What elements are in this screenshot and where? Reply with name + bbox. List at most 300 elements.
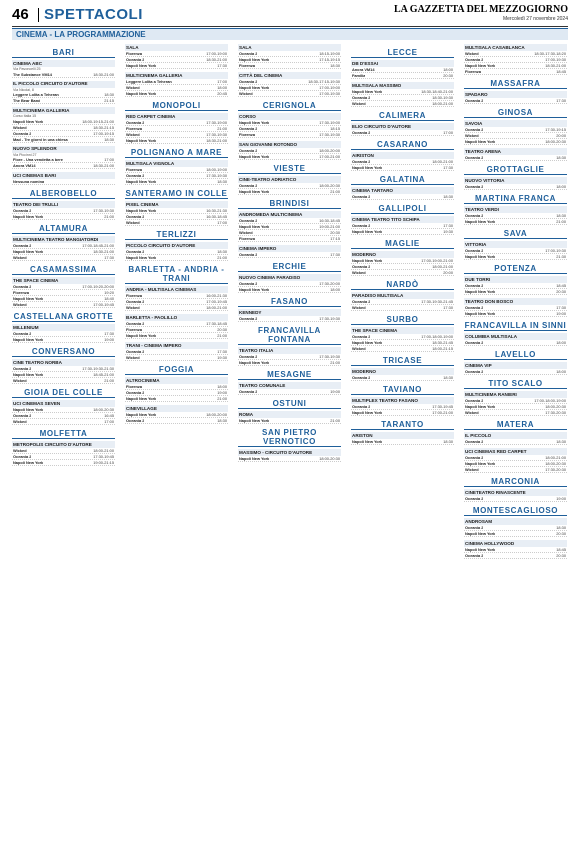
film-title: Napoli New York — [239, 418, 270, 423]
cinema-listing — [238, 113, 341, 138]
film-showtimes: 17:30 — [330, 252, 340, 257]
film-title: Napoli New York — [352, 165, 383, 170]
cinema-name: CINEMA IMPERO — [238, 245, 341, 252]
film-row — [12, 419, 115, 425]
cinema-name: RED CARPET CINEMA — [125, 113, 228, 120]
film-title: Napoli New York — [126, 138, 157, 143]
film-showtimes: 17:30-19:30 — [319, 354, 340, 359]
cinema-name: TEATRO ARENA — [464, 148, 567, 155]
film-title: Napoli New York — [13, 372, 44, 378]
film-showtimes: 17:30-19:15 — [545, 127, 566, 132]
film-showtimes: 16:30-18:45 — [319, 218, 340, 223]
film-title: Wicked — [13, 419, 27, 425]
film-showtimes: 17:15-19:15 — [319, 57, 340, 62]
cinema-name: PICCOLO CIRCUITO D'AUTORE — [125, 242, 228, 249]
film-title: Oceania 2 — [465, 340, 484, 345]
film-showtimes: 20:30 — [556, 553, 566, 558]
film-row — [464, 311, 567, 317]
cinema-listing — [351, 251, 454, 276]
film-row — [464, 369, 567, 375]
film-title: Oceania 2 — [465, 248, 484, 253]
film-showtimes: 17:00 — [104, 157, 114, 163]
film-row — [125, 179, 228, 185]
cinema-listing — [125, 314, 228, 339]
film-row — [351, 346, 454, 352]
film-showtimes: 18:00-21:00 — [432, 264, 453, 269]
film-row — [238, 63, 341, 69]
cinema-listing — [12, 60, 115, 78]
film-title: Oceania 2 — [239, 316, 258, 321]
cinema-listing — [125, 113, 228, 144]
film-title: Oceania 2 — [465, 57, 484, 62]
film-showtimes: 18:00 — [556, 369, 566, 374]
film-row — [12, 460, 115, 466]
film-showtimes: 18:00 — [217, 384, 227, 389]
film-showtimes: 17:30-19:45 — [432, 404, 453, 409]
film-showtimes: 17:30-20:30 — [545, 410, 566, 415]
film-row — [238, 236, 341, 242]
film-row — [464, 219, 567, 225]
film-title: Oceania 2 — [465, 553, 484, 558]
film-title: Wicked — [126, 220, 140, 225]
cinema-listing — [238, 274, 341, 293]
header-divider — [38, 8, 39, 22]
film-title: Fiorenza — [239, 63, 255, 68]
film-showtimes: 17:30 — [443, 223, 453, 228]
film-showtimes: 19:00 — [330, 389, 340, 394]
film-title: Wicked — [239, 91, 253, 96]
film-showtimes: 18:30 — [556, 525, 566, 530]
film-title: Napoli New York — [126, 396, 157, 401]
film-showtimes: 20:00 — [556, 133, 566, 138]
city-heading: POLIGNANO A MARE — [125, 148, 228, 158]
cinema-listing — [125, 405, 228, 424]
film-title: Napoli New York — [13, 214, 44, 220]
film-title: Oceania 2 — [239, 218, 258, 223]
film-row — [464, 254, 567, 260]
film-showtimes: 17:30 — [556, 305, 566, 310]
cinema-name: BARLETTA - PAOLILLO — [125, 314, 228, 321]
film-showtimes: 17:30 — [556, 98, 566, 103]
cinema-name: KENNEDY — [238, 309, 341, 316]
city-heading: MONOPOLI — [125, 101, 228, 111]
film-row — [464, 553, 567, 559]
film-showtimes: 17:00-19:15 — [93, 130, 114, 136]
listing-column — [238, 44, 341, 834]
film-showtimes: 20:00 — [443, 270, 453, 275]
film-showtimes: 17:00-18:00-19:00 — [421, 334, 453, 339]
film-row — [464, 496, 567, 502]
cinema-name: SPADARO — [464, 91, 567, 98]
film-row — [464, 340, 567, 346]
film-row — [464, 439, 567, 445]
film-row — [238, 189, 341, 195]
cinema-listing — [464, 333, 567, 346]
film-title: Wicked — [352, 346, 366, 351]
city-heading: TITO SCALO — [464, 379, 567, 389]
film-showtimes: 21:00 — [217, 126, 227, 131]
cinema-listing — [12, 359, 115, 384]
film-row — [464, 98, 567, 104]
film-showtimes: 18:15-19:00 — [319, 51, 340, 56]
film-title: Oceania 2 — [126, 349, 145, 354]
cinema-name: UCI CINEMAS RED CARPET — [464, 448, 567, 455]
film-title: Napoli New York — [465, 404, 496, 409]
cinema-name: TEATRO ITALIA — [238, 347, 341, 354]
city-heading: SAVA — [464, 229, 567, 239]
cinema-name: MASSIMO - CIRCUITO D'AUTORE — [238, 449, 341, 456]
film-title: Oceania 2 — [352, 194, 371, 199]
film-title: Oceania 2 — [239, 252, 258, 257]
film-showtimes: 17:30 — [217, 63, 227, 68]
city-heading: MONTESCAGLIOSO — [464, 506, 567, 516]
cinema-listing — [238, 211, 341, 242]
film-title: Oceania 2 — [13, 284, 32, 290]
film-showtimes: 17:30 — [443, 165, 453, 170]
cinema-name: ANDRIA - MULTISALA CINEMAS — [125, 286, 228, 293]
film-showtimes: 17:30-19:00 — [206, 120, 227, 125]
cinema-listing — [464, 206, 567, 225]
film-title: Napoli New York — [352, 439, 383, 444]
cinema-name: CINEMA TEATRO TITO SCHIPA — [351, 216, 454, 223]
film-showtimes: 18:15 — [330, 126, 340, 131]
film-showtimes: 18:00-20:30 — [545, 461, 566, 466]
film-showtimes: 18:30-21:00 — [93, 249, 114, 255]
page-number: 46 — [12, 6, 29, 23]
film-showtimes: 17:00 — [217, 79, 227, 84]
cinema-name: MULTICINEMA GALLERIA — [125, 72, 228, 79]
cinema-name: CINEVILLAGE — [125, 405, 228, 412]
cinema-name: PIXEL CINEMA — [125, 201, 228, 208]
cinema-listing — [125, 342, 228, 361]
film-row — [464, 139, 567, 145]
film-row — [125, 63, 228, 69]
cinema-name: PARADISO MULTISALA — [351, 292, 454, 299]
film-showtimes: 18:00 — [443, 67, 453, 72]
film-title: Napoli New York — [465, 461, 496, 466]
film-showtimes: 18:30 — [217, 179, 227, 184]
film-title: The Substance VM14 — [13, 71, 52, 77]
film-title: Napoli New York — [13, 118, 44, 124]
film-title: Oceania 2 — [239, 126, 258, 131]
cinema-listing — [464, 391, 567, 416]
film-title: Oceania 2 — [13, 454, 32, 460]
film-showtimes: 18:30-21:00 — [206, 138, 227, 143]
film-row — [464, 531, 567, 537]
film-title: Napoli New York — [465, 531, 496, 536]
film-title: Oceania 2 — [352, 223, 371, 228]
film-title: Wicked — [465, 410, 479, 415]
city-heading: CONVERSANO — [12, 347, 115, 357]
cinema-name: ANDROMEDA MULTICINEMA — [238, 211, 341, 218]
film-showtimes: 21:00 — [217, 396, 227, 401]
film-title: Napoli New York — [352, 410, 383, 415]
film-showtimes: 21:00 — [330, 189, 340, 194]
film-showtimes: 17:30-19:30 — [206, 132, 227, 137]
film-title: Oceania 2 — [126, 418, 145, 423]
film-showtimes: 17:30 — [104, 331, 114, 337]
film-showtimes: 19:00-21:00 — [319, 224, 340, 229]
film-row — [464, 184, 567, 190]
film-title: Anora VM14 — [13, 163, 36, 169]
film-title: Napoli New York — [239, 85, 270, 90]
film-showtimes: 17:00-19:45 — [206, 299, 227, 304]
film-title: Mad - Tre giorni in una chiesa — [13, 136, 68, 142]
cinema-listing — [12, 236, 115, 261]
film-title: Oceania 2 — [352, 159, 371, 164]
film-showtimes: 18:00-20:30 — [319, 183, 340, 188]
film-row — [12, 179, 115, 185]
film-title: Napoli New York — [465, 63, 496, 68]
film-row — [351, 165, 454, 171]
cinema-name: TEATRO COMUNALE — [238, 382, 341, 389]
film-row — [125, 396, 228, 402]
film-showtimes: 18:00-19:00 — [206, 167, 227, 172]
film-showtimes: 18:30-17:30-18:20 — [534, 51, 566, 56]
film-title: Napoli New York — [126, 208, 157, 213]
listings-columns — [12, 44, 568, 834]
film-row — [351, 130, 454, 136]
cinema-listing — [238, 176, 341, 195]
film-title: Leggere Lolita a Teheran — [13, 92, 59, 98]
film-showtimes: 18:30-21:15 — [93, 124, 114, 130]
film-title: Oceania 2 — [239, 183, 258, 188]
film-row — [12, 255, 115, 261]
city-heading: GALLIPOLI — [351, 204, 454, 214]
film-title: Fiore - Una vendetta a bere — [13, 157, 63, 163]
film-row — [125, 418, 228, 424]
film-title: Oceania 2 — [465, 127, 484, 132]
film-title: Wicked — [126, 305, 140, 310]
film-showtimes: 17:00-19:30 — [545, 248, 566, 253]
cinema-name: CINEMA ABC — [12, 60, 115, 67]
film-title: Oceania 2 — [239, 51, 258, 56]
cinema-name: DUE TORRI — [464, 276, 567, 283]
city-heading: FOGGIA — [125, 365, 228, 375]
film-showtimes: 18:30 — [217, 418, 227, 423]
film-showtimes: 18:30 — [556, 213, 566, 218]
film-showtimes: 17:00-19:20-20:00 — [82, 284, 114, 290]
film-showtimes: 18:30-18:40-21:00 — [421, 89, 453, 94]
cinema-listing — [464, 44, 567, 75]
film-title: Oceania 2 — [352, 375, 371, 380]
cinema-listing — [464, 362, 567, 375]
film-row — [238, 154, 341, 160]
film-title: Napoli New York — [126, 333, 157, 338]
film-showtimes: 18:30 — [443, 375, 453, 380]
city-heading: FRANCAVILLA IN SINNI — [464, 321, 567, 330]
film-row — [238, 316, 341, 322]
cinema-name: THE SPACE CINEMA — [12, 277, 115, 284]
cinema-name: NUOVO SPLENDOR — [12, 146, 115, 153]
film-showtimes: 18:00 — [217, 85, 227, 90]
film-showtimes: 18:00-20:30 — [93, 407, 114, 413]
film-title: Napoli New York — [352, 340, 383, 345]
film-title: Oceania 2 — [465, 439, 484, 444]
film-row — [12, 302, 115, 308]
cinema-listing — [125, 72, 228, 97]
film-title: Wicked — [352, 101, 366, 106]
cinema-listing — [12, 324, 115, 343]
film-title: Fiorenza — [239, 236, 255, 241]
film-showtimes: 16:30-18:45 — [206, 214, 227, 219]
film-title: Nessuna nomina — [13, 179, 45, 185]
film-title: Wicked — [126, 85, 140, 90]
film-row — [238, 418, 341, 424]
film-title: Oceania 2 — [465, 525, 484, 530]
cinema-listing — [351, 216, 454, 235]
film-title: Napoli New York — [352, 258, 383, 263]
cinema-name: ARISTON — [351, 432, 454, 439]
cinema-address: Corso Italia 15 — [13, 114, 37, 119]
film-showtimes: 18:30-21:45 — [432, 340, 453, 345]
film-title: Oceania 2 — [465, 305, 484, 310]
film-showtimes: 18:00 — [556, 340, 566, 345]
film-showtimes: 18:45 — [556, 283, 566, 288]
cinema-name: METROPOLIS CIRCUITO D'AUTORE — [12, 441, 115, 448]
film-showtimes: 18:00-20:00 — [206, 412, 227, 417]
film-row — [12, 137, 115, 143]
film-showtimes: 18:30 — [217, 249, 227, 254]
city-heading: BARI — [12, 48, 115, 58]
film-title: Napoli New York — [352, 229, 383, 234]
film-row — [464, 410, 567, 416]
cinema-name: ANDROSAM — [464, 518, 567, 525]
city-heading: MAGLIE — [351, 239, 454, 249]
film-showtimes: 19:00-21:15 — [93, 460, 114, 466]
city-heading: BARLETTA - ANDRIA - TRANI — [125, 265, 228, 284]
cinema-listing — [125, 377, 228, 402]
film-showtimes: 17:30-19:45 — [93, 454, 114, 460]
city-heading: ALTAMURA — [12, 224, 115, 234]
cinema-listing — [464, 241, 567, 260]
film-row — [125, 305, 228, 311]
film-showtimes: 18:30 — [443, 439, 453, 444]
film-showtimes: 17:00-19:00 — [319, 85, 340, 90]
film-title: Napoli New York — [13, 337, 44, 343]
cinema-listing — [351, 82, 454, 107]
listing-column — [351, 44, 454, 834]
film-row — [12, 337, 115, 343]
listing-column — [125, 44, 228, 834]
cinema-listing — [464, 276, 567, 295]
film-showtimes: 18:30 — [556, 155, 566, 160]
film-showtimes: 16:00-21:30 — [206, 293, 227, 298]
film-showtimes: 18:00-21:00 — [432, 101, 453, 106]
film-showtimes: 18:40 — [104, 296, 114, 302]
film-title: Napoli New York — [465, 139, 496, 144]
film-title: Wicked — [126, 132, 140, 137]
film-title: Fiorenza — [126, 167, 142, 172]
cinema-listing — [238, 309, 341, 322]
city-heading: MARCONIA — [464, 477, 567, 487]
cinema-name: CORSO — [238, 113, 341, 120]
film-title: Fiorenza — [126, 384, 142, 389]
cinema-name: VITTORIA — [464, 241, 567, 248]
city-heading: GIOIA DEL COLLE — [12, 388, 115, 398]
film-showtimes: 20:30 — [330, 230, 340, 235]
cinema-listing — [351, 152, 454, 171]
cinema-listing — [12, 81, 115, 105]
film-showtimes: 18:45 — [556, 547, 566, 552]
film-title: Oceania 2 — [126, 173, 145, 178]
film-showtimes: 19:20 — [104, 290, 114, 296]
film-title: Oceania 2 — [465, 455, 484, 460]
film-row — [125, 355, 228, 361]
film-showtimes: 18:00-21:15 — [432, 346, 453, 351]
city-heading: LECCE — [351, 48, 454, 58]
city-heading: MESAGNE — [238, 370, 341, 380]
film-row — [351, 305, 454, 311]
film-showtimes: 19:00 — [556, 496, 566, 501]
film-title: Fiorenza — [126, 327, 142, 332]
film-showtimes: 20:30 — [217, 327, 227, 332]
film-showtimes: 17:30-19:30-21:45 — [421, 299, 453, 304]
city-heading: ALBEROBELLO — [12, 189, 115, 199]
cinema-listing — [464, 518, 567, 537]
cinema-listing — [12, 107, 115, 143]
film-showtimes: 18:30-21:00 — [93, 71, 114, 77]
film-showtimes: 18:00-20:30 — [545, 139, 566, 144]
film-title: Fiorenza — [13, 290, 29, 296]
film-title: Oceania 2 — [13, 366, 32, 372]
film-showtimes: 21:00 — [330, 360, 340, 365]
film-title: Oceania 2 — [352, 334, 371, 339]
film-title: Oceania 2 — [126, 249, 145, 254]
film-row — [238, 456, 341, 462]
cinema-listing — [238, 72, 341, 97]
cinema-listing — [12, 146, 115, 170]
film-showtimes: 17:30-19:30 — [206, 173, 227, 178]
film-title: Oceania 2 — [239, 148, 258, 153]
film-row — [125, 138, 228, 144]
film-showtimes: 18:30-19:30 — [432, 95, 453, 100]
film-showtimes: 17:00 — [443, 130, 453, 135]
film-title: Familia — [352, 73, 366, 78]
film-title: Napoli New York — [239, 287, 270, 292]
film-title: Oceania 2 — [465, 98, 484, 103]
cinema-name: ELIO CIRCUITO D'AUTORE — [351, 123, 454, 130]
film-showtimes: 17:00-19:30 — [545, 57, 566, 62]
film-title: Wicked — [352, 270, 366, 275]
city-heading: SAN PIETRO VERNOTICO — [238, 428, 341, 447]
film-title: Napoli New York — [239, 189, 270, 194]
film-title: Oceania 2 — [465, 398, 484, 403]
film-title: Wicked — [13, 448, 27, 454]
film-showtimes: 21:00 — [104, 378, 114, 384]
film-title: Napoli New York — [239, 456, 270, 461]
film-showtimes: 18:30 — [443, 194, 453, 199]
film-title: Wicked — [13, 378, 27, 384]
film-showtimes: 17:00-19:00-21:00 — [421, 258, 453, 263]
city-heading: POTENZA — [464, 264, 567, 274]
cinema-name: MILLENIUM — [12, 324, 115, 331]
cinema-listing — [12, 277, 115, 308]
cinema-listing — [125, 201, 228, 226]
film-showtimes: 17:30 — [443, 305, 453, 310]
film-showtimes: 21:00 — [330, 418, 340, 423]
city-heading: SURBO — [351, 315, 454, 325]
page-header — [12, 4, 568, 27]
film-title: Fiorenza — [126, 51, 142, 56]
cinema-name: SAVOIA — [464, 120, 567, 127]
cinema-name: MULTISALA VIGNOLA — [125, 160, 228, 167]
cinema-name: IL PICCOLO — [464, 432, 567, 439]
cinema-listing — [238, 347, 341, 366]
film-title: Wicked — [13, 255, 27, 261]
film-row — [238, 287, 341, 293]
cinema-name: MODERNO — [351, 368, 454, 375]
